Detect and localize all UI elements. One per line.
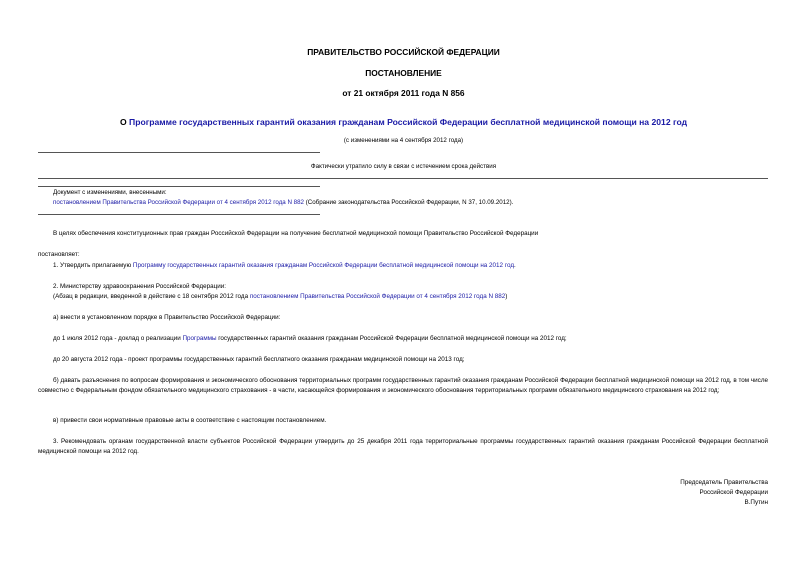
government-name: ПРАВИТЕЛЬСТВО РОССИЙСКОЙ ФЕДЕРАЦИИ xyxy=(307,47,500,57)
divider xyxy=(38,178,768,179)
item-a-1-suffix: государственных гарантий оказания гражданам Российской Федерации бесплатной медицинской помощи на 2012 год; xyxy=(216,335,567,342)
title-prefix: О xyxy=(119,117,130,127)
title-link[interactable]: Программе государственных гарантий оказания гражданам Российской Федерации бесплатной медицинской помощи на 2012 год xyxy=(129,117,688,127)
program-short-link[interactable]: Программы xyxy=(182,335,217,342)
decrees-word: постановляет: xyxy=(38,251,80,258)
item-2-note-link[interactable]: постановлением Правительства Российской Федерации от 4 сентября 2012 года N 882 xyxy=(249,293,506,300)
item-3: 3. Рекомендовать органам государственной власти субъектов Российской Федерации утвердить до 25 декабря 2011 года территориальные программы государственных гарантий оказания гражданам Российской Федерации бесплатной медицинской помощи на 2012 год. xyxy=(38,438,768,455)
document-title xyxy=(0,117,807,127)
changes-link[interactable]: постановлением Правительства Российской Федерации от 4 сентября 2012 года N 882 xyxy=(53,199,304,206)
divider xyxy=(38,214,320,215)
item-a-1 xyxy=(53,334,567,344)
item-2-note-prefix: (Абзац в редакции, введенной в действие с 18 сентября 2012 года xyxy=(53,293,250,300)
item-a-1-prefix: до 1 июля 2012 года - доклад о реализации xyxy=(53,335,183,342)
document-date: от 21 октября 2011 года N 856 xyxy=(342,88,465,98)
item-2-note xyxy=(53,292,507,302)
item-a: а) внести в установленном порядке в Правительство Российской Федерации: xyxy=(53,314,281,321)
signature-name: В.Путин xyxy=(744,499,768,506)
item-v: в) привести свои нормативные правовые акты в соответствие с настоящим постановлением. xyxy=(53,417,327,424)
changes-source: (Собрание законодательства Российской Федерации, N 37, 10.09.2012). xyxy=(303,199,514,206)
lost-force-note: Фактически утратило силу в связи с истечением срока действия xyxy=(310,163,497,170)
item-2-note-suffix: ) xyxy=(505,293,508,300)
signature-org: Российской Федерации xyxy=(699,489,768,496)
item-a-2: до 20 августа 2012 года - проект программы государственных гарантий бесплатного оказания гражданам медицинской помощи на 2013 год; xyxy=(53,356,465,363)
document-type: ПОСТАНОВЛЕНИЕ xyxy=(365,68,442,78)
signature-title: Председатель Правительства xyxy=(680,479,768,486)
divider xyxy=(38,186,320,187)
item-1-suffix: . xyxy=(514,262,516,269)
item-1-prefix: 1. Утвердить прилагаемую xyxy=(53,262,133,269)
preamble: В целях обеспечения конституционных прав граждан Российской Федерации на получение бесплатной медицинской помощи Правительство Российской Федерации xyxy=(53,230,539,237)
item-2: 2. Министерству здравоохранения Российской Федерации: xyxy=(53,283,227,290)
program-link[interactable]: Программу государственных гарантий оказания гражданам Российской Федерации бесплатной медицинской помощи на 2012 год xyxy=(132,262,515,269)
item-b: б) давать разъяснения по вопросам формирования и экономического обоснования территориальных программ государственных гарантий оказания гражданам Российской Федерации бесплатной медицинской помощи на 2012 год, в том числе совместно с Федеральным фондом обязательного медицинского страхования - в части, касающейся формирования и экономического обоснования территориальных программ обязательного медицинского страхования на 2012 год; xyxy=(38,377,768,394)
changes-reference xyxy=(53,199,513,208)
divider xyxy=(38,152,320,153)
item-1 xyxy=(53,261,516,271)
changes-heading: Документ с изменениями, внесенными: xyxy=(53,189,167,196)
amendment-note: (с изменениями на 4 сентября 2012 года) xyxy=(343,137,464,144)
